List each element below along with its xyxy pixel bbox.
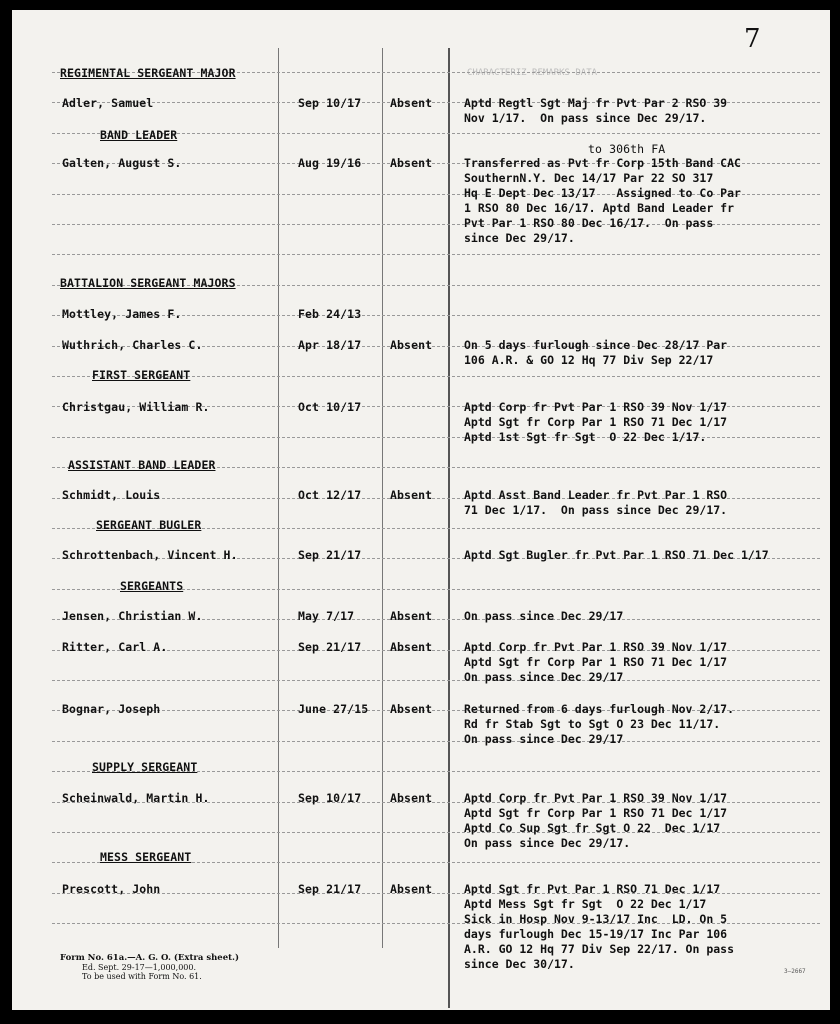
soldier-name: Wuthrich, Charles C. <box>62 338 203 352</box>
section-header: SERGEANT BUGLER <box>96 518 202 532</box>
remark-line: On 5 days furlough since Dec 28/17 Par <box>464 338 728 352</box>
soldier-name: Bognar, Joseph <box>62 702 161 716</box>
status-text: Absent <box>390 609 433 623</box>
form-usage-note: To be used with Form No. 61. <box>82 972 202 981</box>
soldier-name: Ritter, Carl A. <box>62 640 168 654</box>
soldier-name: Adler, Samuel <box>62 96 154 110</box>
status-text: Absent <box>390 488 433 502</box>
ruled-line <box>52 254 820 255</box>
enlistment-date: Sep 21/17 <box>298 548 362 562</box>
remark-line: Nov 1/17. On pass since Dec 29/17. <box>464 111 707 125</box>
remark-line: Aptd Regtl Sgt Maj fr Pvt Par 2 RSO 39 <box>464 96 728 110</box>
enlistment-date: Oct 10/17 <box>298 400 362 414</box>
section-header: FIRST SERGEANT <box>92 368 191 382</box>
soldier-name: Christgau, William R. <box>62 400 210 414</box>
status-text: Absent <box>390 791 433 805</box>
remark-line: since Dec 30/17. <box>464 957 575 971</box>
remark-line: Pvt Par 1 RSO 80 Dec 16/17. On pass <box>464 216 714 230</box>
soldier-name: Scheinwald, Martin H. <box>62 791 210 805</box>
status-text: Absent <box>390 156 433 170</box>
remark-line: Rd fr Stab Sgt to Sgt O 23 Dec 11/17. <box>464 717 721 731</box>
remark-line: 1 RSO 80 Dec 16/17. Aptd Band Leader fr <box>464 201 735 215</box>
enlistment-date: Aug 19/16 <box>298 156 362 170</box>
enlistment-date: June 27/15 <box>298 702 369 716</box>
remark-line: On pass since Dec 29/17 <box>464 670 624 684</box>
remark-line: Aptd Sgt fr Pvt Par 1 RSO 71 Dec 1/17 <box>464 882 721 896</box>
section-header: MESS SERGEANT <box>100 850 192 864</box>
form-edition: Ed. Sept. 29-17—1,000,000. <box>82 963 197 972</box>
remark-line: On pass since Dec 29/17 <box>464 609 624 623</box>
remark-line: Hq E Dept Dec 13/17 Assigned to Co Par <box>464 186 741 200</box>
form-number: Form No. 61a.—A. G. O. (Extra sheet.) <box>60 953 240 963</box>
print-code: 3—2667 <box>784 968 806 975</box>
remark-line: Aptd 1st Sgt fr Sgt O 22 Dec 1/17. <box>464 430 707 444</box>
remark-line: Aptd Mess Sgt fr Sgt O 22 Dec 1/17 <box>464 897 707 911</box>
status-text: Absent <box>390 882 433 896</box>
enlistment-date: Sep 21/17 <box>298 882 362 896</box>
remark-line: SouthernN.Y. Dec 14/17 Par 22 SO 317 <box>464 171 714 185</box>
soldier-name: Galten, August S. <box>62 156 182 170</box>
status-text: Absent <box>390 96 433 110</box>
soldier-name: Mottley, James F. <box>62 307 182 321</box>
enlistment-date: May 7/17 <box>298 609 355 623</box>
remark-line: Aptd Co Sup Sgt fr Sgt O 22 Dec 1/17 <box>464 821 721 835</box>
section-header: BAND LEADER <box>100 128 178 142</box>
enlistment-date: Feb 24/13 <box>298 307 362 321</box>
remark-line: since Dec 29/17. <box>464 231 575 245</box>
soldier-name: Schrottenbach, Vincent H. <box>62 548 238 562</box>
ruled-line <box>52 680 820 681</box>
section-header: BATTALION SERGEANT MAJORS <box>60 276 236 290</box>
page-number: 7 <box>744 24 761 54</box>
remark-line: Returned from 6 days furlough Nov 2/17. <box>464 702 735 716</box>
remark-line: Aptd Corp fr Pvt Par 1 RSO 39 Nov 1/17 <box>464 791 728 805</box>
remark-line: Aptd Sgt fr Corp Par 1 RSO 71 Dec 1/17 <box>464 415 728 429</box>
enlistment-date: Oct 12/17 <box>298 488 362 502</box>
enlistment-date: Sep 10/17 <box>298 96 362 110</box>
remark-line: 71 Dec 1/17. On pass since Dec 29/17. <box>464 503 728 517</box>
remark-line: days furlough Dec 15-19/17 Inc Par 106 <box>464 927 728 941</box>
faint-column-header: CHARACTERIZ REMARKS DATA <box>467 68 598 78</box>
soldier-name: Prescott, John <box>62 882 161 896</box>
status-text: Absent <box>390 702 433 716</box>
enlistment-date: Apr 18/17 <box>298 338 362 352</box>
section-header: REGIMENTAL SERGEANT MAJOR <box>60 66 236 80</box>
section-header: SUPPLY SERGEANT <box>92 760 198 774</box>
ruled-line <box>52 741 820 742</box>
remark-line: Aptd Corp fr Pvt Par 1 RSO 39 Nov 1/17 <box>464 640 728 654</box>
soldier-name: Schmidt, Louis <box>62 488 161 502</box>
remark-line: Sick in Hosp Nov 9-13/17 Inc LD. On 5 <box>464 912 728 926</box>
remark-line: Aptd Sgt fr Corp Par 1 RSO 71 Dec 1/17 <box>464 806 728 820</box>
remark-line: Aptd Sgt fr Corp Par 1 RSO 71 Dec 1/17 <box>464 655 728 669</box>
section-header: SERGEANTS <box>120 579 184 593</box>
remark-line: Aptd Asst Band Leader fr Pvt Par 1 RSO <box>464 488 728 502</box>
remark-line: A.R. GO 12 Hq 77 Div Sep 22/17. On pass <box>464 942 735 956</box>
interlined-note: to 306th FA <box>588 142 666 156</box>
roster-sheet <box>12 10 830 1010</box>
remark-line: 106 A.R. & GO 12 Hq 77 Div Sep 22/17 <box>464 353 714 367</box>
enlistment-date: Sep 21/17 <box>298 640 362 654</box>
remark-line: Transferred as Pvt fr Corp 15th Band CAC <box>464 156 741 170</box>
section-header: ASSISTANT BAND LEADER <box>68 458 216 472</box>
soldier-name: Jensen, Christian W. <box>62 609 203 623</box>
form-footer <box>60 954 239 981</box>
status-text: Absent <box>390 640 433 654</box>
status-text: Absent <box>390 338 433 352</box>
remark-line: Aptd Sgt Bugler fr Pvt Par 1 RSO 71 Dec 1/17 <box>464 548 769 562</box>
remark-line: On pass since Dec 29/17 <box>464 732 624 746</box>
remark-line: Aptd Corp fr Pvt Par 1 RSO 39 Nov 1/17 <box>464 400 728 414</box>
enlistment-date: Sep 10/17 <box>298 791 362 805</box>
remark-line: On pass since Dec 29/17. <box>464 836 631 850</box>
